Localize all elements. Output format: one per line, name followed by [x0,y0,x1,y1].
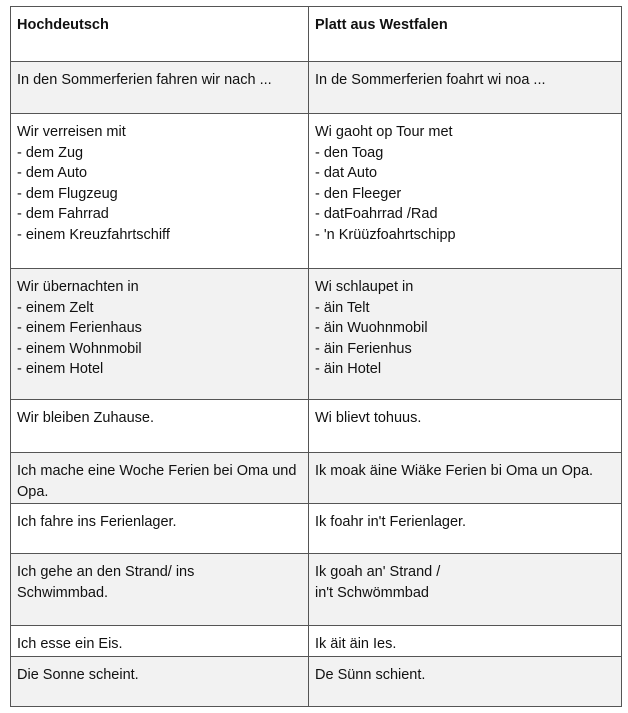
cell-platt [309,400,622,453]
cell-text: Ich fahre ins Ferienlager. [17,514,177,530]
list-item: - dem Auto [17,163,302,184]
cell-platt [309,114,622,269]
list-item: - einem Zelt [17,298,302,319]
cell-text: Wir bleiben Zuhause. [17,410,155,426]
list-item: - einem Kreuzfahrtschiff [17,225,302,246]
cell-platt [309,554,622,626]
list-item: - dem Zug [17,143,302,164]
cell-text: In de Sommerferien foahrt wi noa ... [315,72,546,88]
cell-hochdeutsch [11,453,309,504]
table-row [11,62,622,114]
table-row [11,453,622,504]
list-item: - 'n Krüüzfoahrtschipp [315,225,615,246]
table-header-row [11,7,622,62]
cell-platt [309,269,622,400]
cell-hochdeutsch [11,400,309,453]
cell-hochdeutsch [11,62,309,114]
cell-hochdeutsch [11,626,309,657]
cell-hochdeutsch [11,504,309,554]
cell-text: Ik foahr in't Ferienlager. [315,514,467,530]
table-row [11,504,622,554]
list-item: - den Toag [315,143,615,164]
table-row [11,269,622,400]
cell-text: Ik goah an' Strand / [315,564,441,580]
cell-text: Ik moak äine Wiäke Ferien bi Oma un Opa. [315,463,594,479]
cell-text: Die Sonne scheint. [17,667,139,683]
cell-platt [309,453,622,504]
cell-hochdeutsch [11,269,309,400]
list-item: - dem Flugzeug [17,184,302,205]
list-item: - einem Hotel [17,359,302,380]
list-item: - äin Hotel [315,359,615,380]
cell-text: Ich esse ein Eis. [17,636,123,652]
list-item: - äin Wuohnmobil [315,318,615,339]
cell-text: In den Sommerferien fahren wir nach ... [17,72,272,88]
cell-text: Wi blievt tohuus. [315,410,422,426]
list-item: - äin Telt [315,298,615,319]
table-row [11,400,622,453]
cell-hochdeutsch [11,114,309,269]
cell-platt [309,62,622,114]
cell-platt [309,504,622,554]
list-item: - einem Wohnmobil [17,339,302,360]
list-title: Wi schlaupet in [315,279,414,295]
cell-hochdeutsch [11,657,309,707]
table-row [11,114,622,269]
header-platt: Platt aus Westfalen [309,7,622,62]
cell-platt [309,626,622,657]
cell-text: in't Schwömmbad [315,584,429,601]
list-title: Wir verreisen mit [17,124,126,140]
table-row [11,626,622,657]
cell-platt [309,657,622,707]
list-item: - äin Ferienhus [315,339,615,360]
table-row [11,657,622,707]
list-item: - dem Fahrrad [17,204,302,225]
cell-text: Ich gehe an den Strand/ ins [17,564,195,580]
cell-text: Schwimmbad. [17,584,109,601]
list-item: - datFoahrrad /Rad [315,204,615,225]
cell-text: De Sünn schient. [315,667,426,683]
cell-text: Ik äit äin Ies. [315,636,397,652]
list-title: Wi gaoht op Tour met [315,124,453,140]
cell-hochdeutsch [11,554,309,626]
list-title: Wir übernachten in [17,279,139,295]
list-item: - den Fleeger [315,184,615,205]
vocabulary-table [10,6,622,707]
header-hochdeutsch: Hochdeutsch [11,7,309,62]
list-item: - einem Ferienhaus [17,318,302,339]
cell-text: Ich mache eine Woche Ferien bei Oma und Opa. [17,463,297,500]
list-item: - dat Auto [315,163,615,184]
table-row [11,554,622,626]
